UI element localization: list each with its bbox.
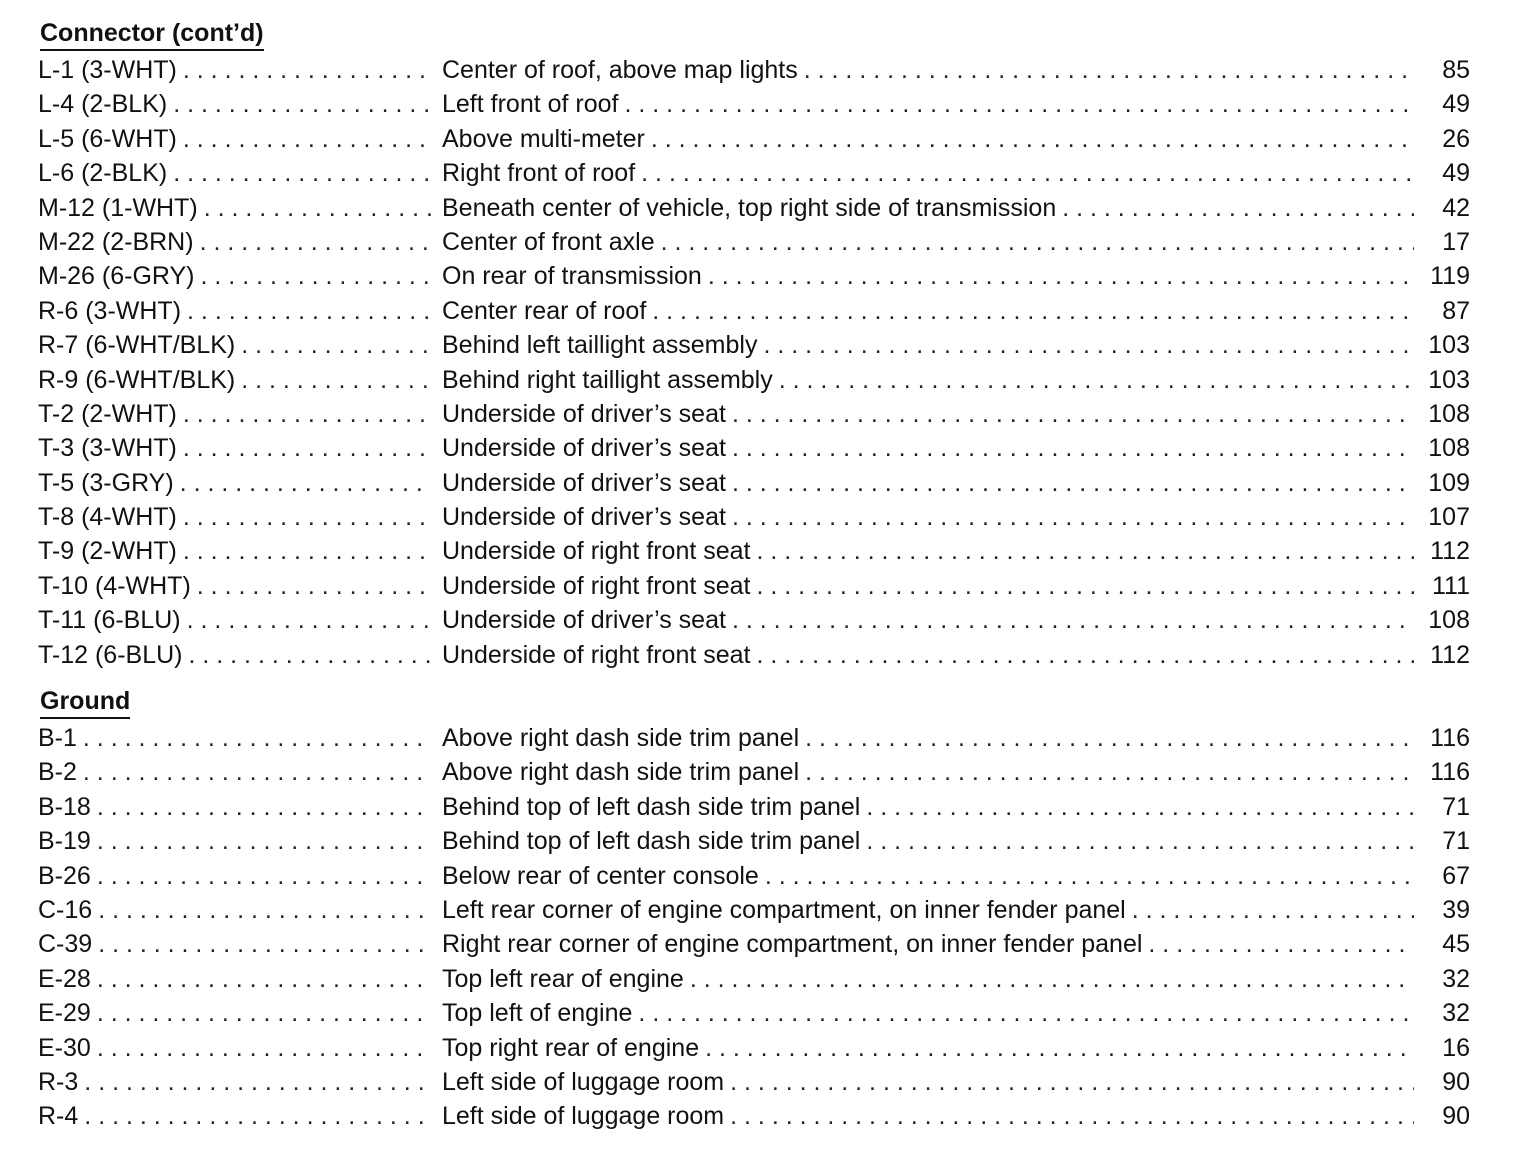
table-row bbox=[38, 534, 1470, 568]
connector-id: M-26 (6-GRY) bbox=[38, 262, 195, 291]
page-number: 71 bbox=[1442, 792, 1470, 821]
dot-leader bbox=[97, 996, 432, 1030]
connector-id: R-6 (3-WHT) bbox=[38, 296, 182, 325]
table-row bbox=[38, 259, 1470, 293]
connector-id: R-9 (6-WHT/BLK) bbox=[38, 365, 236, 394]
location-cell bbox=[438, 859, 1470, 893]
dot-leader bbox=[757, 569, 1415, 603]
location-text: Behind top of left dash side trim panel bbox=[442, 827, 861, 856]
location-cell bbox=[438, 721, 1470, 755]
page-number: 90 bbox=[1442, 1102, 1470, 1131]
location-text: Center rear of roof bbox=[442, 296, 647, 325]
page-number: 112 bbox=[1430, 537, 1470, 566]
connector-cell bbox=[38, 294, 438, 328]
table-row bbox=[38, 53, 1470, 87]
connector-cell bbox=[38, 87, 438, 121]
connector-id: T-10 (4-WHT) bbox=[38, 571, 191, 600]
connector-location-index bbox=[38, 18, 1470, 1148]
table-row bbox=[38, 500, 1470, 534]
page-number: 39 bbox=[1442, 895, 1470, 924]
page-number: 108 bbox=[1428, 434, 1470, 463]
connector-id: E-30 bbox=[38, 1033, 91, 1062]
dot-leader bbox=[84, 1099, 432, 1133]
connector-id: L-4 (2-BLK) bbox=[38, 90, 168, 119]
dot-leader bbox=[730, 1099, 1414, 1133]
table-row bbox=[38, 790, 1470, 824]
dot-leader bbox=[757, 638, 1415, 672]
page-number: 103 bbox=[1428, 365, 1470, 394]
dot-leader bbox=[187, 603, 432, 637]
page-number: 107 bbox=[1428, 503, 1470, 532]
dot-leader bbox=[97, 790, 432, 824]
dot-leader bbox=[690, 962, 1414, 996]
page-number: 42 bbox=[1442, 193, 1470, 222]
connector-cell bbox=[38, 603, 438, 637]
location-cell bbox=[438, 431, 1470, 465]
connector-cell bbox=[38, 328, 438, 362]
location-cell bbox=[438, 603, 1470, 637]
connector-cell bbox=[38, 122, 438, 156]
dot-leader bbox=[763, 328, 1414, 362]
location-cell bbox=[438, 466, 1470, 500]
location-cell bbox=[438, 1065, 1470, 1099]
dot-leader bbox=[83, 721, 432, 755]
dot-leader bbox=[187, 294, 432, 328]
location-text: Underside of driver’s seat bbox=[442, 468, 726, 497]
dot-leader bbox=[183, 53, 432, 87]
location-cell bbox=[438, 1099, 1470, 1133]
connector-cell bbox=[38, 996, 438, 1030]
location-text: Center of front axle bbox=[442, 227, 655, 256]
connector-id: T-5 (3-GRY) bbox=[38, 468, 174, 497]
dot-leader bbox=[866, 790, 1414, 824]
connector-cell bbox=[38, 1065, 438, 1099]
dot-leader bbox=[779, 363, 1414, 397]
connector-id: C-16 bbox=[38, 895, 93, 924]
location-cell bbox=[438, 824, 1470, 858]
page-number: 116 bbox=[1430, 724, 1470, 753]
table-row bbox=[38, 824, 1470, 858]
connector-id: B-1 bbox=[38, 724, 77, 753]
page-number: 26 bbox=[1442, 124, 1470, 153]
location-cell bbox=[438, 156, 1470, 190]
dot-leader bbox=[97, 824, 432, 858]
location-cell bbox=[438, 122, 1470, 156]
page-number: 108 bbox=[1428, 399, 1470, 428]
table-row bbox=[38, 225, 1470, 259]
connector-cell bbox=[38, 927, 438, 961]
page-number: 111 bbox=[1431, 571, 1470, 600]
connector-cell bbox=[38, 466, 438, 500]
location-text: Left rear corner of engine compartment, on inner fender panel bbox=[442, 895, 1126, 924]
connector-cell bbox=[38, 53, 438, 87]
section-rows bbox=[38, 53, 1470, 672]
dot-leader bbox=[805, 755, 1414, 789]
dot-leader bbox=[641, 156, 1414, 190]
connector-id: B-18 bbox=[38, 792, 91, 821]
dot-leader bbox=[757, 534, 1415, 568]
connector-id: R-4 bbox=[38, 1102, 79, 1131]
connector-cell bbox=[38, 893, 438, 927]
dot-leader bbox=[173, 87, 432, 121]
page-number: 112 bbox=[1430, 640, 1470, 669]
table-row bbox=[38, 569, 1470, 603]
dot-leader bbox=[866, 824, 1414, 858]
table-row bbox=[38, 1031, 1470, 1065]
location-cell bbox=[438, 363, 1470, 397]
page-number: 49 bbox=[1442, 90, 1470, 119]
dot-leader bbox=[708, 259, 1414, 293]
table-row bbox=[38, 87, 1470, 121]
dot-leader bbox=[625, 87, 1415, 121]
dot-leader bbox=[638, 996, 1414, 1030]
dot-leader bbox=[804, 53, 1414, 87]
location-cell bbox=[438, 569, 1470, 603]
location-cell bbox=[438, 962, 1470, 996]
connector-cell bbox=[38, 638, 438, 672]
page-number: 16 bbox=[1442, 1033, 1470, 1062]
page-number: 17 bbox=[1442, 227, 1470, 256]
table-row bbox=[38, 638, 1470, 672]
connector-id: E-29 bbox=[38, 999, 91, 1028]
location-text: Left side of luggage room bbox=[442, 1102, 725, 1131]
dot-leader bbox=[732, 397, 1414, 431]
location-text: Underside of right front seat bbox=[442, 571, 751, 600]
location-cell bbox=[438, 638, 1470, 672]
location-cell bbox=[438, 53, 1470, 87]
connector-id: R-3 bbox=[38, 1067, 79, 1096]
location-cell bbox=[438, 328, 1470, 362]
dot-leader bbox=[183, 431, 432, 465]
location-cell bbox=[438, 259, 1470, 293]
location-text: Top right rear of engine bbox=[442, 1033, 700, 1062]
section-heading: Ground bbox=[40, 686, 130, 719]
dot-leader bbox=[97, 1031, 432, 1065]
dot-leader bbox=[1148, 927, 1414, 961]
section-heading: Connector (cont’d) bbox=[40, 18, 264, 51]
connector-cell bbox=[38, 721, 438, 755]
dot-leader bbox=[98, 893, 432, 927]
location-text: Underside of driver’s seat bbox=[442, 606, 726, 635]
dot-leader bbox=[83, 755, 432, 789]
dot-leader bbox=[1062, 191, 1414, 225]
connector-id: T-3 (3-WHT) bbox=[38, 434, 177, 463]
location-text: Underside of right front seat bbox=[442, 537, 751, 566]
dot-leader bbox=[652, 294, 1414, 328]
table-row bbox=[38, 721, 1470, 755]
connector-id: B-26 bbox=[38, 861, 91, 890]
dot-leader bbox=[183, 397, 432, 431]
dot-leader bbox=[705, 1031, 1414, 1065]
table-row bbox=[38, 859, 1470, 893]
location-cell bbox=[438, 790, 1470, 824]
location-text: Right rear corner of engine compartment, on inner fender panel bbox=[442, 930, 1143, 959]
dot-leader bbox=[765, 859, 1414, 893]
dot-leader bbox=[97, 859, 432, 893]
table-row bbox=[38, 962, 1470, 996]
dot-leader bbox=[183, 534, 432, 568]
dot-leader bbox=[241, 363, 432, 397]
connector-cell bbox=[38, 397, 438, 431]
connector-cell bbox=[38, 225, 438, 259]
table-row bbox=[38, 156, 1470, 190]
connector-section bbox=[38, 18, 1470, 672]
connector-cell bbox=[38, 156, 438, 190]
table-row bbox=[38, 328, 1470, 362]
dot-leader bbox=[732, 431, 1414, 465]
location-cell bbox=[438, 87, 1470, 121]
connector-cell bbox=[38, 962, 438, 996]
connector-id: T-12 (6-BLU) bbox=[38, 640, 183, 669]
location-text: Underside of right front seat bbox=[442, 640, 751, 669]
dot-leader bbox=[805, 721, 1414, 755]
dot-leader bbox=[97, 962, 432, 996]
connector-cell bbox=[38, 569, 438, 603]
dot-leader bbox=[98, 927, 432, 961]
location-cell bbox=[438, 534, 1470, 568]
page-number: 108 bbox=[1428, 606, 1470, 635]
table-row bbox=[38, 996, 1470, 1030]
location-text: Underside of driver’s seat bbox=[442, 399, 726, 428]
page-number: 67 bbox=[1442, 861, 1470, 890]
table-row bbox=[38, 927, 1470, 961]
connector-id: L-6 (2-BLK) bbox=[38, 159, 168, 188]
location-cell bbox=[438, 927, 1470, 961]
table-row bbox=[38, 893, 1470, 927]
table-row bbox=[38, 397, 1470, 431]
connector-cell bbox=[38, 500, 438, 534]
connector-id: C-39 bbox=[38, 930, 93, 959]
location-text: Beneath center of vehicle, top right side of transmission bbox=[442, 193, 1057, 222]
location-text: Behind left taillight assembly bbox=[442, 331, 758, 360]
table-row bbox=[38, 431, 1470, 465]
location-text: Left front of roof bbox=[442, 90, 619, 119]
table-row bbox=[38, 1065, 1470, 1099]
dot-leader bbox=[183, 122, 432, 156]
page-number: 116 bbox=[1430, 758, 1470, 787]
page-number: 109 bbox=[1428, 468, 1470, 497]
dot-leader bbox=[84, 1065, 432, 1099]
connector-cell bbox=[38, 755, 438, 789]
page-number: 87 bbox=[1442, 296, 1470, 325]
page-number: 32 bbox=[1442, 964, 1470, 993]
connector-id: R-7 (6-WHT/BLK) bbox=[38, 331, 236, 360]
connector-id: T-9 (2-WHT) bbox=[38, 537, 177, 566]
dot-leader bbox=[1132, 893, 1414, 927]
connector-cell bbox=[38, 790, 438, 824]
dot-leader bbox=[188, 638, 432, 672]
dot-leader bbox=[201, 259, 432, 293]
location-cell bbox=[438, 191, 1470, 225]
dot-leader bbox=[730, 1065, 1414, 1099]
dot-leader bbox=[200, 225, 432, 259]
table-row bbox=[38, 1099, 1470, 1133]
page-number: 119 bbox=[1430, 262, 1470, 291]
table-row bbox=[38, 466, 1470, 500]
connector-id: M-22 (2-BRN) bbox=[38, 227, 194, 256]
location-text: Above right dash side trim panel bbox=[442, 724, 800, 753]
location-text: Top left rear of engine bbox=[442, 964, 684, 993]
connector-id: B-19 bbox=[38, 827, 91, 856]
page-number: 85 bbox=[1442, 56, 1470, 84]
page-number: 45 bbox=[1442, 930, 1470, 959]
table-row bbox=[38, 294, 1470, 328]
connector-id: B-2 bbox=[38, 758, 77, 787]
location-cell bbox=[438, 996, 1470, 1030]
connector-id: M-12 (1-WHT) bbox=[38, 193, 198, 222]
table-row bbox=[38, 755, 1470, 789]
connector-cell bbox=[38, 191, 438, 225]
location-cell bbox=[438, 893, 1470, 927]
dot-leader bbox=[204, 191, 432, 225]
location-text: On rear of transmission bbox=[442, 262, 702, 291]
dot-leader bbox=[180, 466, 432, 500]
location-cell bbox=[438, 500, 1470, 534]
section-rows bbox=[38, 721, 1470, 1134]
location-text: Underside of driver’s seat bbox=[442, 503, 726, 532]
location-cell bbox=[438, 225, 1470, 259]
connector-cell bbox=[38, 431, 438, 465]
location-text: Top left of engine bbox=[442, 999, 633, 1028]
location-text: Above right dash side trim panel bbox=[442, 758, 800, 787]
dot-leader bbox=[661, 225, 1414, 259]
location-text: Above multi-meter bbox=[442, 124, 645, 153]
location-text: Underside of driver’s seat bbox=[442, 434, 726, 463]
connector-cell bbox=[38, 824, 438, 858]
connector-id: T-8 (4-WHT) bbox=[38, 503, 177, 532]
table-row bbox=[38, 191, 1470, 225]
location-cell bbox=[438, 294, 1470, 328]
dot-leader bbox=[183, 500, 432, 534]
connector-id: T-2 (2-WHT) bbox=[38, 399, 177, 428]
table-row bbox=[38, 363, 1470, 397]
dot-leader bbox=[197, 569, 432, 603]
connector-cell bbox=[38, 859, 438, 893]
dot-leader bbox=[732, 603, 1414, 637]
table-row bbox=[38, 603, 1470, 637]
dot-leader bbox=[651, 122, 1414, 156]
connector-id: L-1 (3-WHT) bbox=[38, 56, 177, 84]
table-row bbox=[38, 122, 1470, 156]
location-text: Left side of luggage room bbox=[442, 1067, 725, 1096]
location-text: Behind right taillight assembly bbox=[442, 365, 773, 394]
ground-section bbox=[38, 686, 1470, 1134]
page-number: 103 bbox=[1428, 331, 1470, 360]
connector-id: T-11 (6-BLU) bbox=[38, 606, 181, 635]
location-text: Below rear of center console bbox=[442, 861, 759, 890]
location-text: Right front of roof bbox=[442, 159, 636, 188]
location-cell bbox=[438, 397, 1470, 431]
connector-id: E-28 bbox=[38, 964, 91, 993]
page-number: 49 bbox=[1442, 159, 1470, 188]
location-cell bbox=[438, 1031, 1470, 1065]
page-number: 90 bbox=[1442, 1067, 1470, 1096]
page-number: 71 bbox=[1442, 827, 1470, 856]
connector-cell bbox=[38, 534, 438, 568]
dot-leader bbox=[732, 466, 1414, 500]
connector-cell bbox=[38, 259, 438, 293]
location-cell bbox=[438, 755, 1470, 789]
connector-cell bbox=[38, 1031, 438, 1065]
connector-cell bbox=[38, 1099, 438, 1133]
dot-leader bbox=[732, 500, 1414, 534]
location-text: Behind top of left dash side trim panel bbox=[442, 792, 861, 821]
dot-leader bbox=[173, 156, 432, 190]
page-number: 32 bbox=[1442, 999, 1470, 1028]
connector-id: L-5 (6-WHT) bbox=[38, 124, 177, 153]
dot-leader bbox=[241, 328, 432, 362]
connector-cell bbox=[38, 363, 438, 397]
location-text: Center of roof, above map lights bbox=[442, 56, 798, 84]
